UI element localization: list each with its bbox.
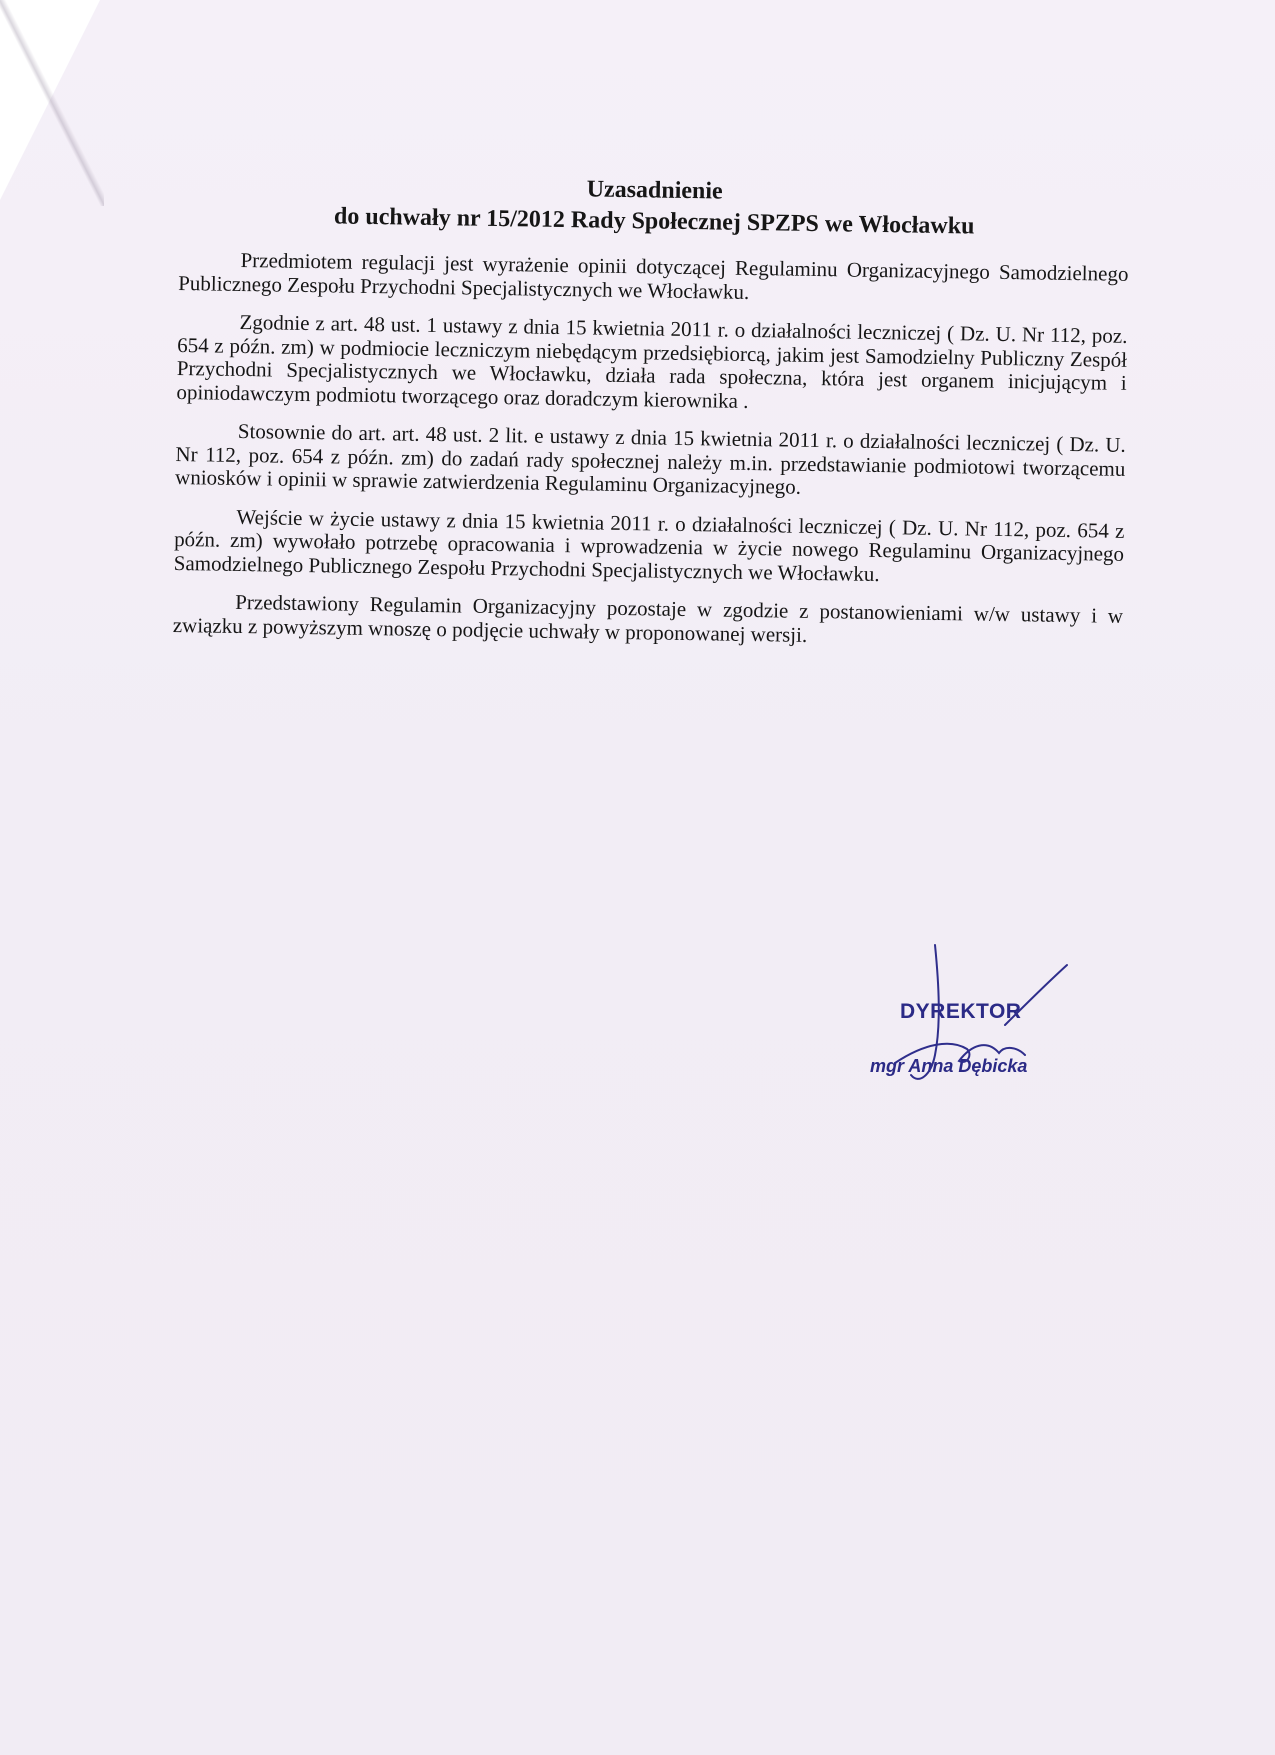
paragraph-1: Przedmiotem regulacji jest wyrażenie opinii dotyczącej Regulaminu Organizacyjnego Samodzielnego Publicznego Zespołu Przychodni Specjalistycznych we Włocławku.: [178, 247, 1129, 304]
paragraph-5: Przedstawiony Regulamin Organizacyjny pozostaje w zgodzie z postanowieniami w/w ustawy i w związku z powyższym wnoszę o podjęcie uchwały w proponowanej wersji.: [172, 589, 1124, 647]
stamp-name: mgr Anna Dębicka: [870, 1056, 1028, 1076]
paragraph-2: Zgodnie z art. 48 ust. 1 ustawy z dnia 15 kwietnia 2011 r. o działalności leczniczej ( Dz. U. Nr 112, poz. 654 z późn. zm) w podmiocie leczniczym niebędącym przedsiębiorcą, jakim jest Samodzielny Publiczny Zespół Przychodni Specjalistycznych we Włocławku, działa rada społeczna, która jest organem inicjującym i opiniodawczym podmiotu tworzącego oraz doradczym kierownika .: [176, 309, 1128, 413]
document-title: Uzasadnienie: [586, 176, 723, 205]
document-subtitle: do uchwały nr 15/2012 Rady Społecznej SPZPS we Włocławku: [333, 203, 975, 240]
paragraph-4: Wejście w życie ustawy z dnia 15 kwietnia 2011 r. o działalności leczniczej ( Dz. U. Nr 112, poz. 654 z późn. zm) wywołało potrzebę opracowania i wprowadzenia w życie nowego Regulaminu Organizacyjnego Samodzielnego Publicznego Zespołu Przychodni Specjalistycznych we Włocławku.: [173, 504, 1125, 586]
stamp-title: DYREKTOR: [900, 1000, 1022, 1023]
handwritten-signature: [855, 935, 1095, 1105]
paragraph-3: Stosownie do art. art. 48 ust. 2 lit. e ustawy z dnia 15 kwietnia 2011 r. o działalności leczniczej ( Dz. U. Nr 112, poz. 654 z późn. zm) do zadań rady społecznej należy m.in. przedstawianie podmiotowi tworzącemu wniosków i opinii w sprawie zatwierdzenia Regulaminu Organizacyjnego.: [174, 418, 1126, 499]
folded-corner-shadow: [0, 0, 104, 206]
document-body: [173, 168, 1130, 652]
